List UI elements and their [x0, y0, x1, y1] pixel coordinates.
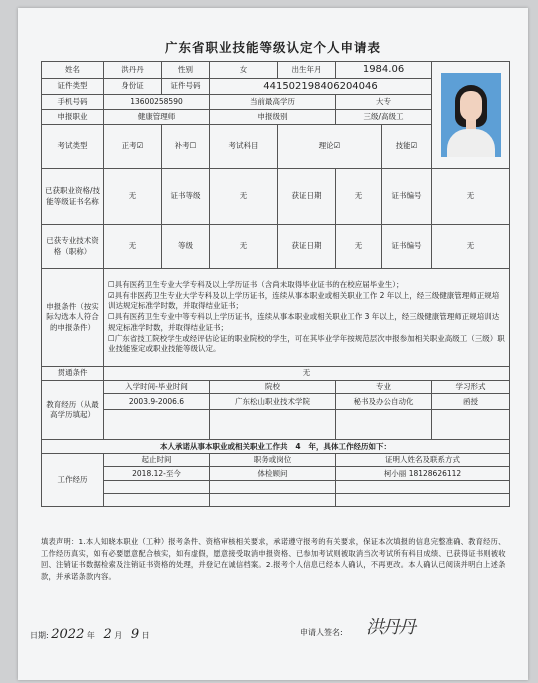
edu-header-form: 学习形式 — [432, 381, 510, 394]
declaration-text: 填表声明：1.本人知晓本职业（工种）报考条件、资格审核相关要求，承诺遵守报考的有关要求，保证本次填报的信息完整准确、教育经历、工作经历真实，如有必要愿意配合核实，如有虚假，愿意接受取消申报资格、已参加考试则被取消当次考试所有科目成绩、已获得证书则被收回、注销证书数据检索及注销证书资格的处理，并登记在诚信档案。2.报考个人信息已经本人确认，不再更改。本人确认已阅读并明白上述条款，并承诺条款内容。 — [41, 537, 506, 582]
work-post: 体检顾问 — [210, 467, 336, 481]
cert-name-label: 已获职业资格/技能等级证书名称 — [42, 169, 104, 225]
name-label: 姓名 — [42, 62, 104, 79]
edu-header-school: 院校 — [210, 381, 336, 394]
edu-header-major: 专业 — [336, 381, 432, 394]
work-label: 工作经历 — [42, 454, 104, 507]
cert-grade-label: 证书等级 — [162, 169, 210, 225]
idno-label: 证件号码 — [162, 78, 210, 95]
condition-option-1[interactable]: ☐具有医药卫生专业大学专科及以上学历证书（含尚未取得毕业证书的在校应届毕业生）； — [108, 280, 404, 290]
photo-cell — [432, 62, 510, 169]
idtype-value: 身份证 — [104, 78, 162, 95]
work-header-post: 职务或岗位 — [210, 454, 336, 467]
phone-value: 13600258590 — [104, 95, 210, 110]
edu-label: 当前最高学历 — [210, 95, 336, 110]
title-grade-value: 无 — [210, 225, 278, 269]
form-title: 广东省职业技能等级认定个人申请表 — [164, 40, 381, 55]
cert-date-value: 无 — [336, 169, 382, 225]
birth-label: 出生年月 — [278, 62, 336, 79]
conditions-label: 申报条件（按实际勾选本人符合的申报条件） — [42, 269, 104, 367]
cert-no-label: 证书编号 — [382, 169, 432, 225]
date-day: 9 — [130, 627, 140, 642]
edu-major: 秘书及办公自动化 — [336, 394, 432, 410]
job-label: 申报职业 — [42, 110, 104, 125]
condition-option-2[interactable]: ☑具有非医药卫生专业大学专科及以上学历证书，连续从事本职业或相关职业工作 2 年以上，经三级健康管理师正规培训达规定标准学时数，并取得结业证书； — [108, 291, 500, 311]
gender-label: 性别 — [162, 62, 210, 79]
condition-option-3[interactable]: ☐具有医药卫生专业中等专科以上学历证书，连续从事本职业或相关职业工作 3 年以上，经三级健康管理师正规培训达规定标准学时数，并取得结业证书； — [108, 312, 500, 332]
edu-time: 2003.9-2006.6 — [104, 394, 210, 410]
edu-value: 大专 — [336, 95, 432, 110]
job-value: 健康管理师 — [104, 110, 210, 125]
pass-label: 贯通条件 — [42, 367, 104, 381]
education-label: 教育经历（从最高学历填起） — [42, 381, 104, 440]
subject-label: 考试科目 — [210, 125, 278, 169]
title-no-label: 证书编号 — [382, 225, 432, 269]
sign-label: 申请人签名: — [300, 628, 343, 637]
application-form-paper — [18, 8, 528, 680]
birth-value: 1984.06 — [336, 62, 432, 79]
edu-school: 广东松山职业技术学院 — [210, 394, 336, 410]
title-no-value: 无 — [432, 225, 510, 269]
work-reference: 柯小丽 18128626112 — [336, 467, 510, 481]
skill-checkbox[interactable]: 技能☑ — [382, 125, 432, 169]
exam-type-label: 考试类型 — [42, 125, 104, 169]
work-time: 2018.12-至今 — [104, 467, 210, 481]
title-date-label: 获证日期 — [278, 225, 336, 269]
cert-no-value: 无 — [432, 169, 510, 225]
title-cert-label: 已获专业技术资格（职称） — [42, 225, 104, 269]
work-header-time: 起止时间 — [104, 454, 210, 467]
date-month: 2 — [103, 627, 112, 642]
cert-name-value: 无 — [104, 169, 162, 225]
theory-checkbox[interactable]: 理论☑ — [278, 125, 382, 169]
work-years: 4 — [295, 441, 301, 451]
applicant-signature: 洪丹丹 — [366, 617, 414, 638]
title-date-value: 无 — [336, 225, 382, 269]
applicant-photo — [441, 73, 501, 157]
level-label: 申报级别 — [210, 110, 336, 125]
work-header-reference: 证明人姓名及联系方式 — [336, 454, 510, 467]
gender-value: 女 — [210, 62, 278, 79]
date-field: 日期: 2022 年 2 月 9 日 — [30, 627, 150, 642]
exam-makeup-checkbox[interactable]: 补考☐ — [162, 125, 210, 169]
edu-header-time: 入学时间-毕业时间 — [104, 381, 210, 394]
level-value: 三级/高级工 — [336, 110, 432, 125]
cert-date-label: 获证日期 — [278, 169, 336, 225]
phone-label: 手机号码 — [42, 95, 104, 110]
form-table — [41, 61, 510, 507]
conditions-list — [104, 269, 510, 367]
title-cert-value: 无 — [104, 225, 162, 269]
pass-value: 无 — [104, 367, 510, 381]
title-grade-label: 等级 — [162, 225, 210, 269]
name-value: 洪丹丹 — [104, 62, 162, 79]
idno-value: 441502198406204046 — [210, 78, 432, 95]
cert-grade-value: 无 — [210, 169, 278, 225]
edu-form: 函授 — [432, 394, 510, 410]
work-summary: 本人承诺从事本职业或相关职业工作共 4 年，具体工作经历如下： — [42, 440, 510, 454]
idtype-label: 证件类型 — [42, 78, 104, 95]
date-year: 2022 — [51, 627, 85, 642]
condition-option-4[interactable]: ☐广东省技工院校学生或经评估论证的职业院校的学生，可在其毕业学年按规范层次申报参加相关职业高级工（三级）职业技能鉴定或职业技能等级认定。 — [108, 333, 505, 353]
exam-normal-checkbox[interactable]: 正考☑ — [104, 125, 162, 169]
